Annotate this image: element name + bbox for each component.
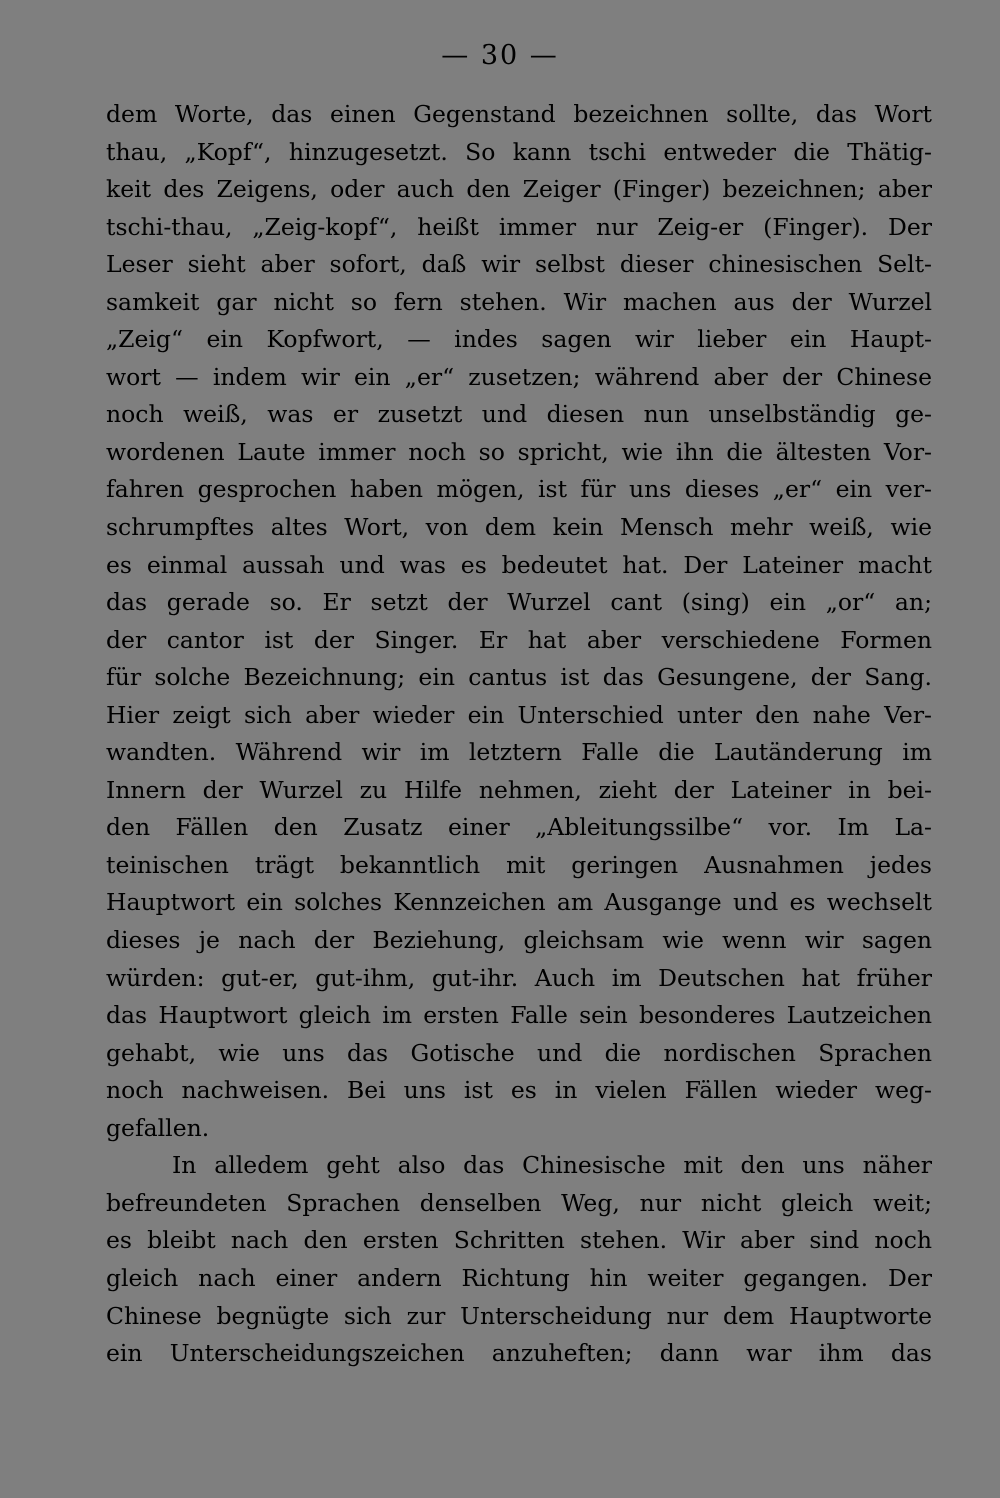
text-line: Chinese begnügte sich zur Unterscheidung nur dem Hauptworte <box>106 1301 932 1330</box>
text-line: dem Worte, das einen Gegenstand bezeichnen sollte, das Wort <box>106 100 932 128</box>
text-line: gleich nach einer andern Richtung hin weiter gegangen. Der <box>106 1263 932 1292</box>
text-line: Hier zeigt sich aber wieder ein Unterschied unter den nahe Ver- <box>106 700 932 729</box>
text-line: den Fällen den Zusatz einer „Ableitungssilbe“ vor. Im La- <box>106 813 932 842</box>
text-line: Leser sieht aber sofort, daß wir selbst dieser chinesischen Selt- <box>106 250 932 279</box>
text-line: „Zeig“ ein Kopfwort, — indes sagen wir lieber ein Haupt- <box>106 325 932 354</box>
text-line: ein Unterscheidungszeichen anzuheften; dann war ihm das <box>106 1339 932 1368</box>
text-line: dieses je nach der Beziehung, gleichsam wie wenn wir sagen <box>106 926 932 955</box>
text-line: gehabt, wie uns das Gotische und die nordischen Sprachen <box>106 1038 932 1067</box>
text-line: das gerade so. Er setzt der Wurzel cant (sing) ein „or“ an; <box>106 588 932 617</box>
text-line: der cantor ist der Singer. Er hat aber verschiedene Formen <box>106 625 932 654</box>
page-number: — 30 — <box>441 40 559 71</box>
text-line: wordenen Laute immer noch so spricht, wie ihn die ältesten Vor- <box>106 437 932 466</box>
text-line: für solche Bezeichnung; ein cantus ist das Gesungene, der Sang. <box>106 663 932 692</box>
text-line: Innern der Wurzel zu Hilfe nehmen, zieht der Lateiner in bei- <box>106 775 932 804</box>
text-line: fahren gesprochen haben mögen, ist für uns dieses „er“ ein ver- <box>106 475 932 504</box>
text-line: es bleibt nach den ersten Schritten stehen. Wir aber sind noch <box>106 1226 932 1255</box>
text-line: tschi-thau, „Zeig-kopf“, heißt immer nur Zeig-er (Finger). Der <box>106 212 932 241</box>
paragraph-start-line: In alledem geht also das Chinesische mit den uns näher <box>172 1151 932 1180</box>
text-line: teinischen trägt bekanntlich mit geringen Ausnahmen jedes <box>106 850 932 879</box>
text-line: samkeit gar nicht so fern stehen. Wir machen aus der Wurzel <box>106 287 932 316</box>
text-line: das Hauptwort gleich im ersten Falle sein besonderes Lautzeichen <box>106 1001 932 1030</box>
body-text <box>106 96 932 1373</box>
text-line: keit des Zeigens, oder auch den Zeiger (Finger) bezeichnen; aber <box>106 175 932 204</box>
text-line: thau, „Kopf“, hinzugesetzt. So kann tschi entweder die Thätig- <box>106 137 932 166</box>
text-line: Hauptwort ein solches Kennzeichen am Ausgange und es wechselt <box>106 888 932 917</box>
text-line: noch nachweisen. Bei uns ist es in vielen Fällen wieder weg- <box>106 1076 932 1105</box>
paragraph-end-line: gefallen. <box>106 1113 210 1142</box>
text-line: noch weiß, was er zusetzt und diesen nun unselbständig ge- <box>106 400 932 429</box>
text-line: schrumpftes altes Wort, von dem kein Mensch mehr weiß, wie <box>106 513 932 542</box>
text-line: es einmal aussah und was es bedeutet hat. Der Lateiner macht <box>106 550 932 579</box>
text-line: würden: gut-er, gut-ihm, gut-ihr. Auch im Deutschen hat früher <box>106 963 932 992</box>
text-line: wandten. Während wir im letztern Falle die Lautänderung im <box>106 738 932 767</box>
text-line: wort — indem wir ein „er“ zusetzen; während aber der Chinese <box>106 362 932 391</box>
text-line: befreundeten Sprachen denselben Weg, nur nicht gleich weit; <box>106 1188 932 1217</box>
